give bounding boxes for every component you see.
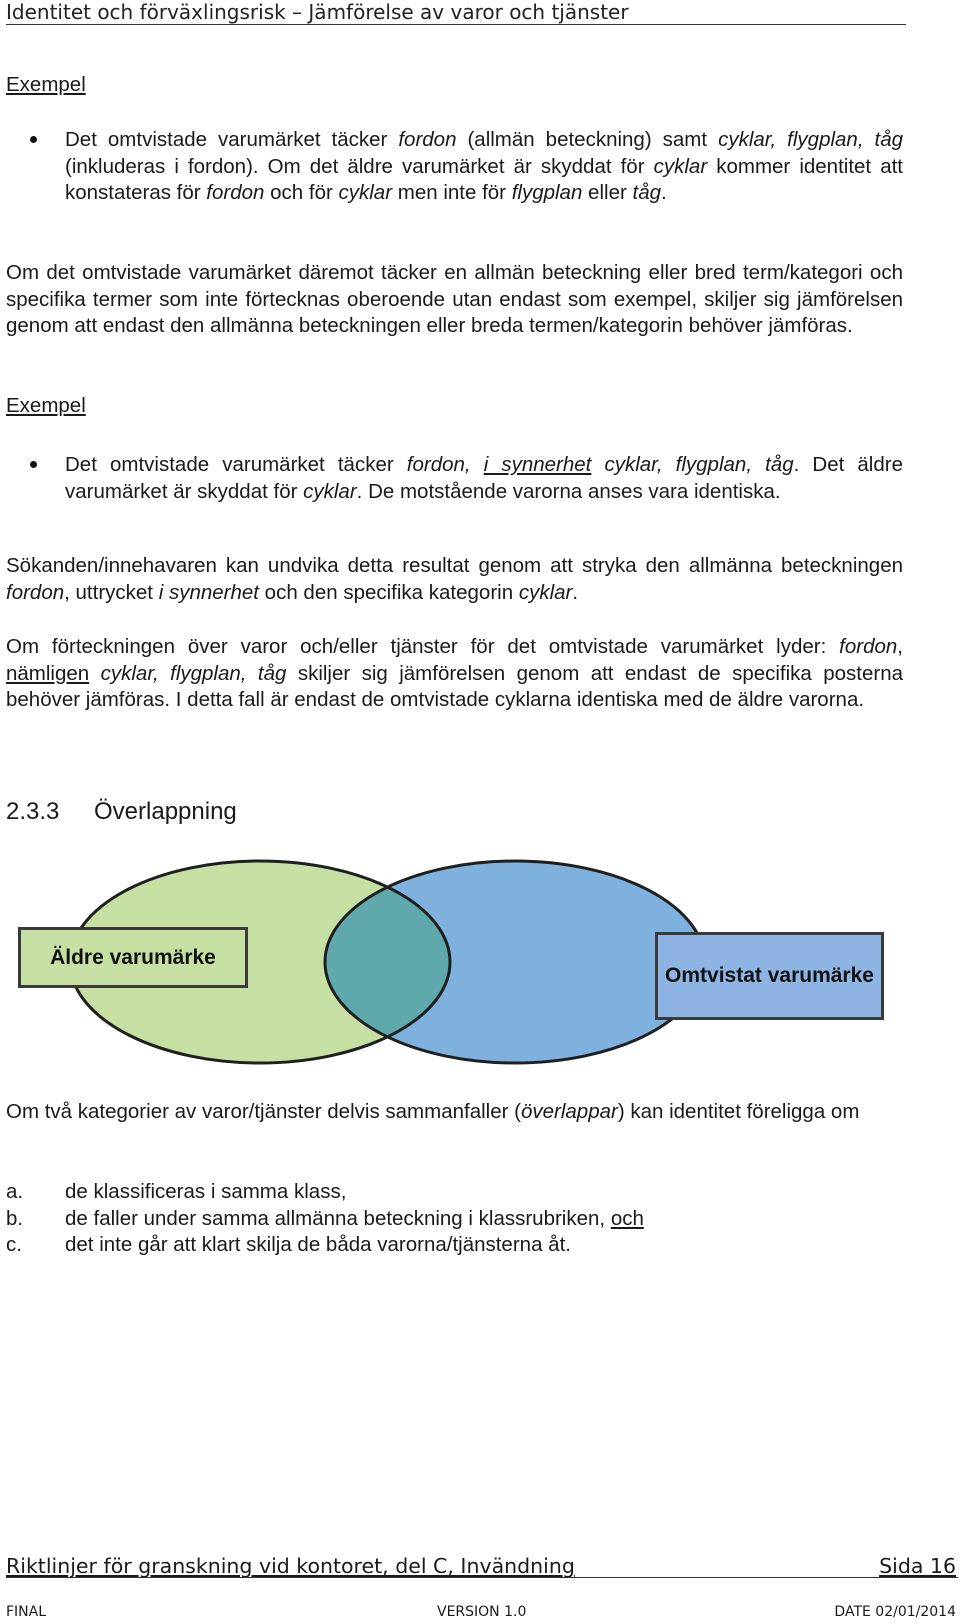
section-number: 2.3.3 bbox=[6, 798, 60, 825]
bullet-icon bbox=[30, 461, 37, 468]
example-bullet-text: Det omtvistade varumärket täcker fordon, i synnerhet cyklar, flygplan, tåg. Det äldre varumärket är skyddat för cyklar. De motstående varorna anses vara identiska. bbox=[65, 453, 903, 503]
footer-status: FINAL bbox=[6, 1604, 47, 1620]
body-paragraph: Om det omtvistade varumärket däremot täcker en allmän beteckning eller bred term/kategori och specifika termer som inte förtecknas oberoende utan endast som exempel, skiljer sig jämförelsen genom att endast den allmänna beteckningen eller breda termen/kategorin behöver jämföras. bbox=[6, 261, 903, 338]
section-title: Överlappning bbox=[94, 798, 237, 825]
example-bullet-text: Det omtvistade varumärket täcker fordon (allmän beteckning) samt cyklar, flygplan, tåg (inkluderas i fordon). Om det äldre varumärket är skyddat för cyklar kommer identitet att konstateras för fordon och för cyklar men inte för flygplan eller tåg. bbox=[65, 128, 904, 205]
body-paragraph: Om två kategorier av varor/tjänster delvis sammanfaller (överlappar) kan identitet föreligga om bbox=[6, 1100, 860, 1123]
disputed-mark-label: Omtvistat varumärke bbox=[655, 932, 884, 1020]
example-heading: Exempel bbox=[6, 73, 86, 96]
example-heading: Exempel bbox=[6, 394, 86, 417]
list-item: a. de klassificeras i samma klass, bbox=[6, 1180, 347, 1203]
list-item: c. det inte går att klart skilja de båda varorna/tjänsterna åt. bbox=[6, 1233, 571, 1256]
body-paragraph: Sökanden/innehavaren kan undvika detta resultat genom att stryka den allmänna beteckningen fordon, uttrycket i synnerhet och den specifika kategorin cyklar. bbox=[6, 554, 903, 604]
list-item: b. de faller under samma allmänna beteckning i klassrubriken, och bbox=[6, 1207, 644, 1230]
footer-document-title: Riktlinjer för granskning vid kontoret, del C, Invändning bbox=[6, 1554, 575, 1578]
bullet-icon bbox=[30, 136, 37, 143]
footer-page-number: Sida 16 bbox=[879, 1554, 956, 1578]
header-divider bbox=[6, 24, 906, 25]
section-heading bbox=[6, 797, 237, 827]
document-header-title: Identitet och förväxlingsrisk – Jämförelse av varor och tjänster bbox=[6, 0, 629, 24]
older-mark-label: Äldre varumärke bbox=[18, 927, 248, 988]
body-paragraph: Om förteckningen över varor och/eller tjänster för det omtvistade varumärket lyder: fordon, nämligen cyklar, flygplan, tåg skiljer sig jämförelsen genom att endast de specifika posterna behöver jämföras. I detta fall är endast de omtvistade cyklarna identiska med de äldre varorna. bbox=[6, 635, 904, 712]
footer-version: VERSION 1.0 bbox=[437, 1604, 527, 1620]
footer-date: DATE 02/01/2014 bbox=[834, 1604, 956, 1620]
footer-divider bbox=[6, 1577, 958, 1578]
